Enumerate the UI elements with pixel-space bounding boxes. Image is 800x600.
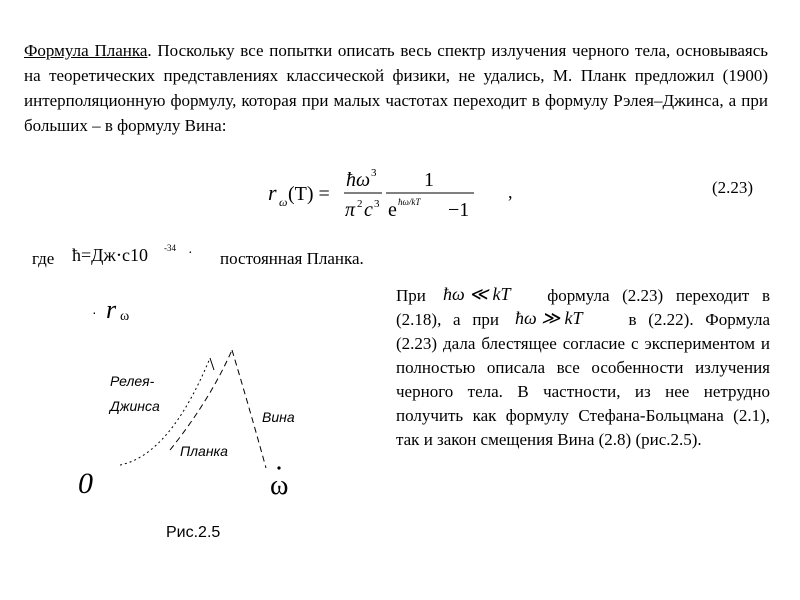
equation-number: (2.23) bbox=[712, 178, 754, 197]
condition-low-freq-text: ħω ≪ kT bbox=[442, 284, 511, 304]
rayleigh-jeans-label-line1: Релея- bbox=[110, 373, 155, 389]
wien-label: Вина bbox=[262, 409, 295, 425]
formula-comma: , bbox=[508, 182, 513, 202]
formula-lhs-sub: ω bbox=[279, 195, 288, 209]
limits-paragraph bbox=[396, 284, 770, 452]
intro-paragraph bbox=[24, 38, 768, 138]
planck-constant-desc: постоянная Планка. bbox=[220, 249, 364, 268]
limits-text-2: формула (2.23) переходит в (2.18), а при bbox=[396, 286, 771, 329]
formula-den1-c: c bbox=[364, 199, 373, 221]
formula-den2-tail: −1 bbox=[448, 199, 470, 221]
figure-caption: Рис.2.5 bbox=[166, 524, 221, 541]
x-axis-label-dot bbox=[277, 466, 280, 469]
planck-label: Планка bbox=[180, 443, 228, 459]
hbar-dot: · bbox=[188, 246, 193, 261]
formula-lhs-arg: (T) = bbox=[288, 183, 330, 205]
hbar-value bbox=[72, 240, 182, 268]
planck-formula bbox=[268, 166, 508, 226]
intro-text: . Поскольку все попытки описать весь спектр излучения черного тела, основываясь на теоретических представлениях классической физики, не удались, М. Планк предложил (1900) интерполяционную формулу, которая при малых частотах переходит в формулу Рэлея–Джинса, а при больших – в формулу Вина: bbox=[24, 41, 768, 135]
formula-den1-c-sup: 3 bbox=[374, 198, 380, 210]
rayleigh-jeans-label-line2: Джинса bbox=[110, 398, 160, 414]
hbar-text: ħ=Дж⋅с10 bbox=[72, 245, 149, 265]
formula-num1-sup: 3 bbox=[371, 167, 377, 179]
formula-den1-sup: 2 bbox=[357, 198, 363, 210]
condition-high-freq-text: ħω ≫ kT bbox=[514, 308, 583, 328]
y-axis-label: r bbox=[106, 295, 117, 324]
formula-num2: 1 bbox=[424, 169, 434, 191]
condition-low-freq bbox=[439, 284, 535, 304]
formula-den2-e: e bbox=[388, 199, 397, 221]
formula-lhs: r bbox=[268, 180, 277, 205]
curve-peak-tick bbox=[210, 358, 214, 370]
spectrum-figure bbox=[60, 290, 360, 510]
wien-curve bbox=[232, 350, 266, 468]
y-axis-dot: · bbox=[92, 304, 97, 320]
origin-label: 0 bbox=[78, 467, 93, 500]
x-axis-label: ω bbox=[270, 470, 289, 501]
limits-text-3: в (2.22). Формула (2.23) дала блестящее согласие с экспериментом и полностью описала все особенности излучения черного тела. В частности, из нее нетрудно получить как формулу Стефана-Больцмана (2.1), так и закон смещения Вина (2.8) (рис.2.5). bbox=[396, 310, 771, 449]
where-label: где bbox=[32, 249, 55, 268]
formula-num1: ħω bbox=[346, 169, 371, 191]
planck-formula-heading: Формула Планка bbox=[24, 41, 148, 60]
hbar-exp: -34 bbox=[164, 243, 176, 253]
formula-den1: π bbox=[345, 199, 356, 221]
condition-high-freq bbox=[511, 308, 617, 328]
limits-text-1: При bbox=[396, 286, 426, 305]
planck-curve bbox=[170, 350, 232, 450]
y-axis-label-sub: ω bbox=[120, 309, 130, 324]
formula-den2-exp: ħω/kT bbox=[398, 197, 421, 207]
